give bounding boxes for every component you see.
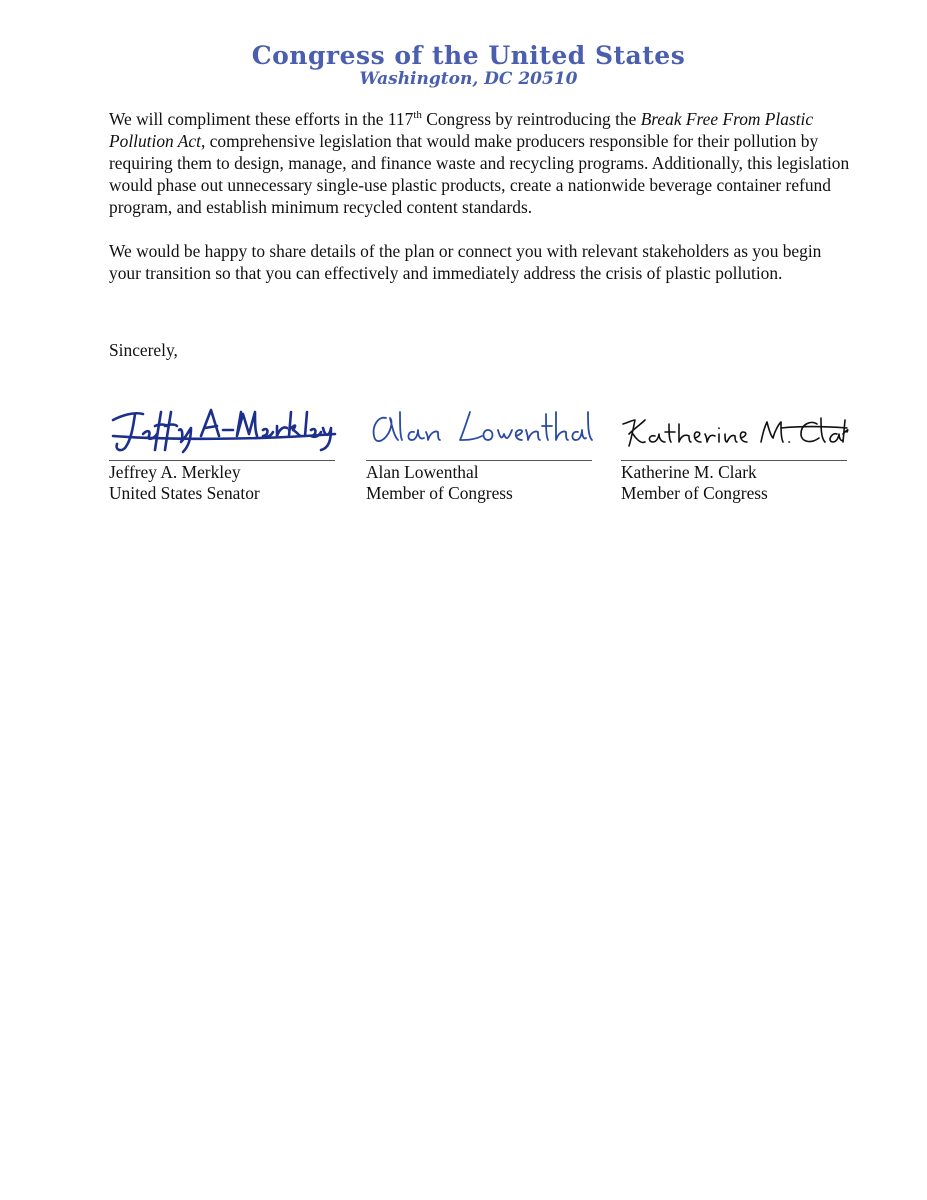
signature-clark xyxy=(621,390,849,460)
p1-text-end: , comprehensive legislation that would make producers responsible for their pollution by requiring them to design, manage, and finance waste and recycling programs. Additionally, this legislation would phase out unnecessary single-use plastic products, create a nationwide beverage container refund program, and establish minimum recycled content standards. xyxy=(109,131,850,217)
letterhead xyxy=(0,40,927,90)
signature-block-2 xyxy=(366,390,594,504)
paragraph-1 xyxy=(109,108,854,218)
p1-text-start: We will compliment these efforts in the 117 xyxy=(109,109,414,129)
paragraph-2: We would be happy to share details of the plan or connect you with relevant stakeholders as you begin your transition so that you can effectively and immediately address the crisis of plastic pollution. xyxy=(109,241,822,283)
signature-block-1 xyxy=(109,390,337,504)
signature-line xyxy=(366,460,592,461)
closing: Sincerely, xyxy=(109,340,178,360)
signature-line xyxy=(109,460,335,461)
letterhead-subtitle: Washington, DC 20510 xyxy=(359,69,578,89)
letter-body xyxy=(109,108,854,306)
signature-merkley xyxy=(109,390,337,460)
signatory-title: United States Senator xyxy=(109,483,260,503)
signature-line xyxy=(621,460,847,461)
p1-text-mid: Congress by reintroducing the xyxy=(421,109,641,129)
signature-lowenthal xyxy=(366,390,594,460)
signatory-title: Member of Congress xyxy=(621,483,768,503)
signatory-title: Member of Congress xyxy=(366,483,513,503)
signatory-name: Alan Lowenthal xyxy=(366,462,479,482)
letterhead-title: Congress of the United States xyxy=(251,41,686,70)
signature-block-3 xyxy=(621,390,849,504)
act-title: Break Free From Plastic Pollution Act xyxy=(109,109,814,151)
signatory-name: Katherine M. Clark xyxy=(621,462,757,482)
ordinal-superscript: th xyxy=(413,109,422,122)
signatory-name: Jeffrey A. Merkley xyxy=(109,462,241,482)
